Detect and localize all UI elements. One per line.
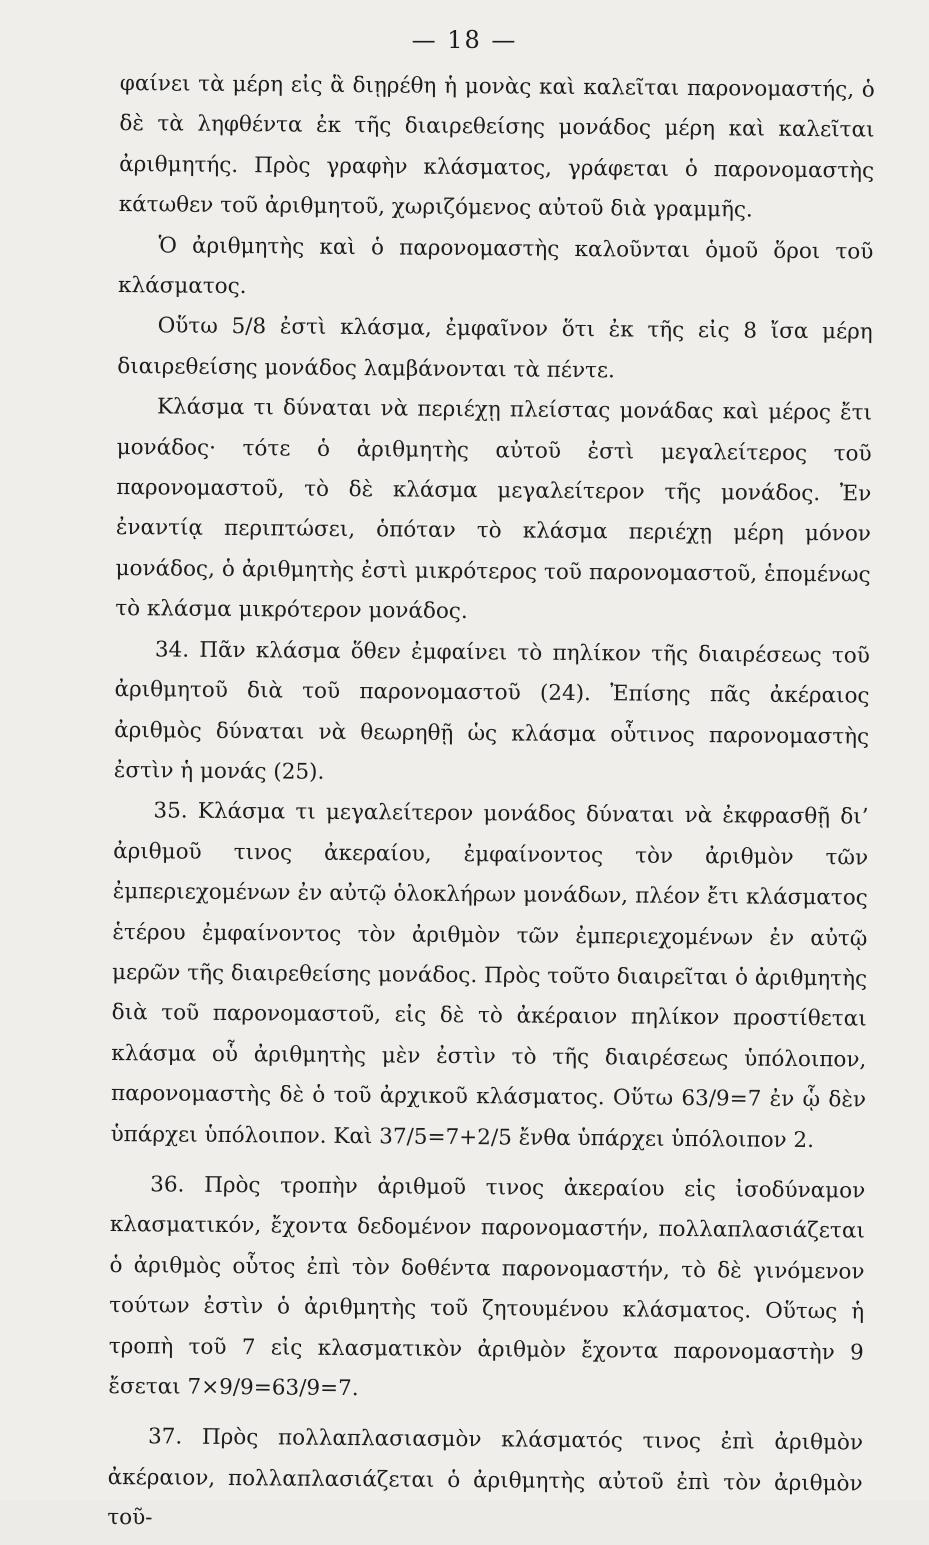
- section-36: 36. Πρὸς τροπὴν ἀριθμοῦ τινος ἀκεραίου εἰς ἰσοδύναμον κλασματικόν, ἔχοντα δεδομένον παρονομαστήν, πολλαπλασιάζεται ὁ ἀριθμὸς οὗτος ἐπὶ τὸν δοθέντα παρονομαστήν, τὸ δὲ γινόμενον τούτων ἐστὶν ὁ ἀριθμητὴς τοῦ ζητουμένου κλάσματος. Οὕτως ἡ τροπὴ τοῦ 7 εἰς κλασματικὸν ἀριθμὸν ἔχοντα παρονομαστὴν 9 ἔσεται 7×9/9=63/9=7.: [108, 1172, 866, 1402]
- page-text: [107, 64, 875, 1545]
- paragraph-example-five-eighths: Οὕτω 5/8 ἐστὶ κλάσμα, ἐμφαῖνον ὅτι ἐκ τῆς εἰς 8 ἴσα μέρη διαιρεθείσης μονάδος λαμβάνονται τὰ πέντε.: [117, 313, 873, 384]
- page-number: — 18 —: [411, 26, 518, 54]
- section-37: 37. Πρὸς πολλαπλασιασμὸν κλάσματός τινος ἐπὶ ἀριθμὸν ἀκέραιον, πολλαπλασιάζεται ὁ ἀριθμητὴς αὐτοῦ ἐπὶ τὸν ἀριθμὸν τοῦ-: [107, 1424, 864, 1531]
- paragraph-improper-fraction: Κλάσμα τι δύναται νὰ περιέχῃ πλείστας μονάδας καὶ μέρος ἔτι μονάδος· τότε ὁ ἀριθμητὴς αὐτοῦ ἐστὶ μεγαλείτερος τοῦ παρονομαστοῦ, τὸ δὲ κλάσμα μεγαλείτερον τῆς μονάδος. Ἐν ἐναντίᾳ περιπτώσει, ὁπόταν τὸ κλάσμα περιέχῃ μέρη μόνον μονάδος, ὁ ἀριθμητὴς ἐστὶ μικρότερος τοῦ παρονομαστοῦ, ἑπομένως τὸ κλάσμα μικρότερον μονάδος.: [115, 394, 873, 625]
- section-35: 35. Κλάσμα τι μεγαλείτερον μονάδος δύναται νὰ ἐκφρασθῇ δι’ ἀριθμοῦ τινος ἀκεραίου, ἐμφαίνοντος τὸν ἀριθμὸν τῶν ἐμπεριεχομένων ἐν αὐτῷ ὁλοκλήρων μονάδων, πλέον ἔτι κλάσματος ἑτέρου ἐμφαίνοντος τὸν ἀριθμὸν τῶν ἐμπεριεχομένων ἐν αὐτῷ μερῶν τῆς διαιρεθείσης μονάδος. Πρὸς τοῦτο διαιρεῖται ὁ ἀριθμητὴς διὰ τοῦ παρονομαστοῦ, εἰς δὲ τὸ ἀκέραιον πηλίκον προστίθεται κλάσμα οὗ ἀριθμητὴς μὲν ἐστὶν τὸ τῆς διαιρέσεως ὑπόλοιπον, παρονομαστὴς δὲ ὁ τοῦ ἀρχικοῦ κλάσματος. Οὕτω 63/9=7 ἐν ᾧ δὲν ὑπάρχει ὑπόλοιπον. Καὶ 37/5=7+2/5 ἔνθα ὑπάρχει ὑπόλοιπον 2.: [110, 798, 869, 1153]
- paragraph-terms-of-fraction: Ὁ ἀριθμητὴς καὶ ὁ παρονομαστὴς καλοῦνται ὁμοῦ ὅροι τοῦ κλάσματος.: [117, 232, 874, 300]
- section-34: 34. Πᾶν κλάσμα ὅθεν ἐμφαίνει τὸ πηλίκον τῆς διαιρέσεως τοῦ ἀριθμητοῦ διὰ τοῦ παρονομαστοῦ (24). Ἐπίσης πᾶς ἀκέραιος ἀριθμὸς δύναται νὰ θεωρηθῇ ὡς κλάσμα οὗτινος παρονομαστὴς ἐστὶν ἡ μονάς (25).: [113, 637, 870, 785]
- paragraph-fraction-terms: φαίνει τὰ μέρη εἰς ἃ διῃρέθη ἡ μονὰς καὶ καλεῖται παρονομαστής, ὁ δὲ τὰ ληφθέντα ἐκ τῆς διαιρεθείσης μονάδος μέρη καὶ καλεῖται ἀριθμητής. Πρὸς γραφὴν κλάσματος, γράφεται ὁ παρονομαστὴς κάτωθεν τοῦ ἀριθμητοῦ, χωριζόμενος αὐτοῦ διὰ γραμμῆς.: [118, 70, 875, 223]
